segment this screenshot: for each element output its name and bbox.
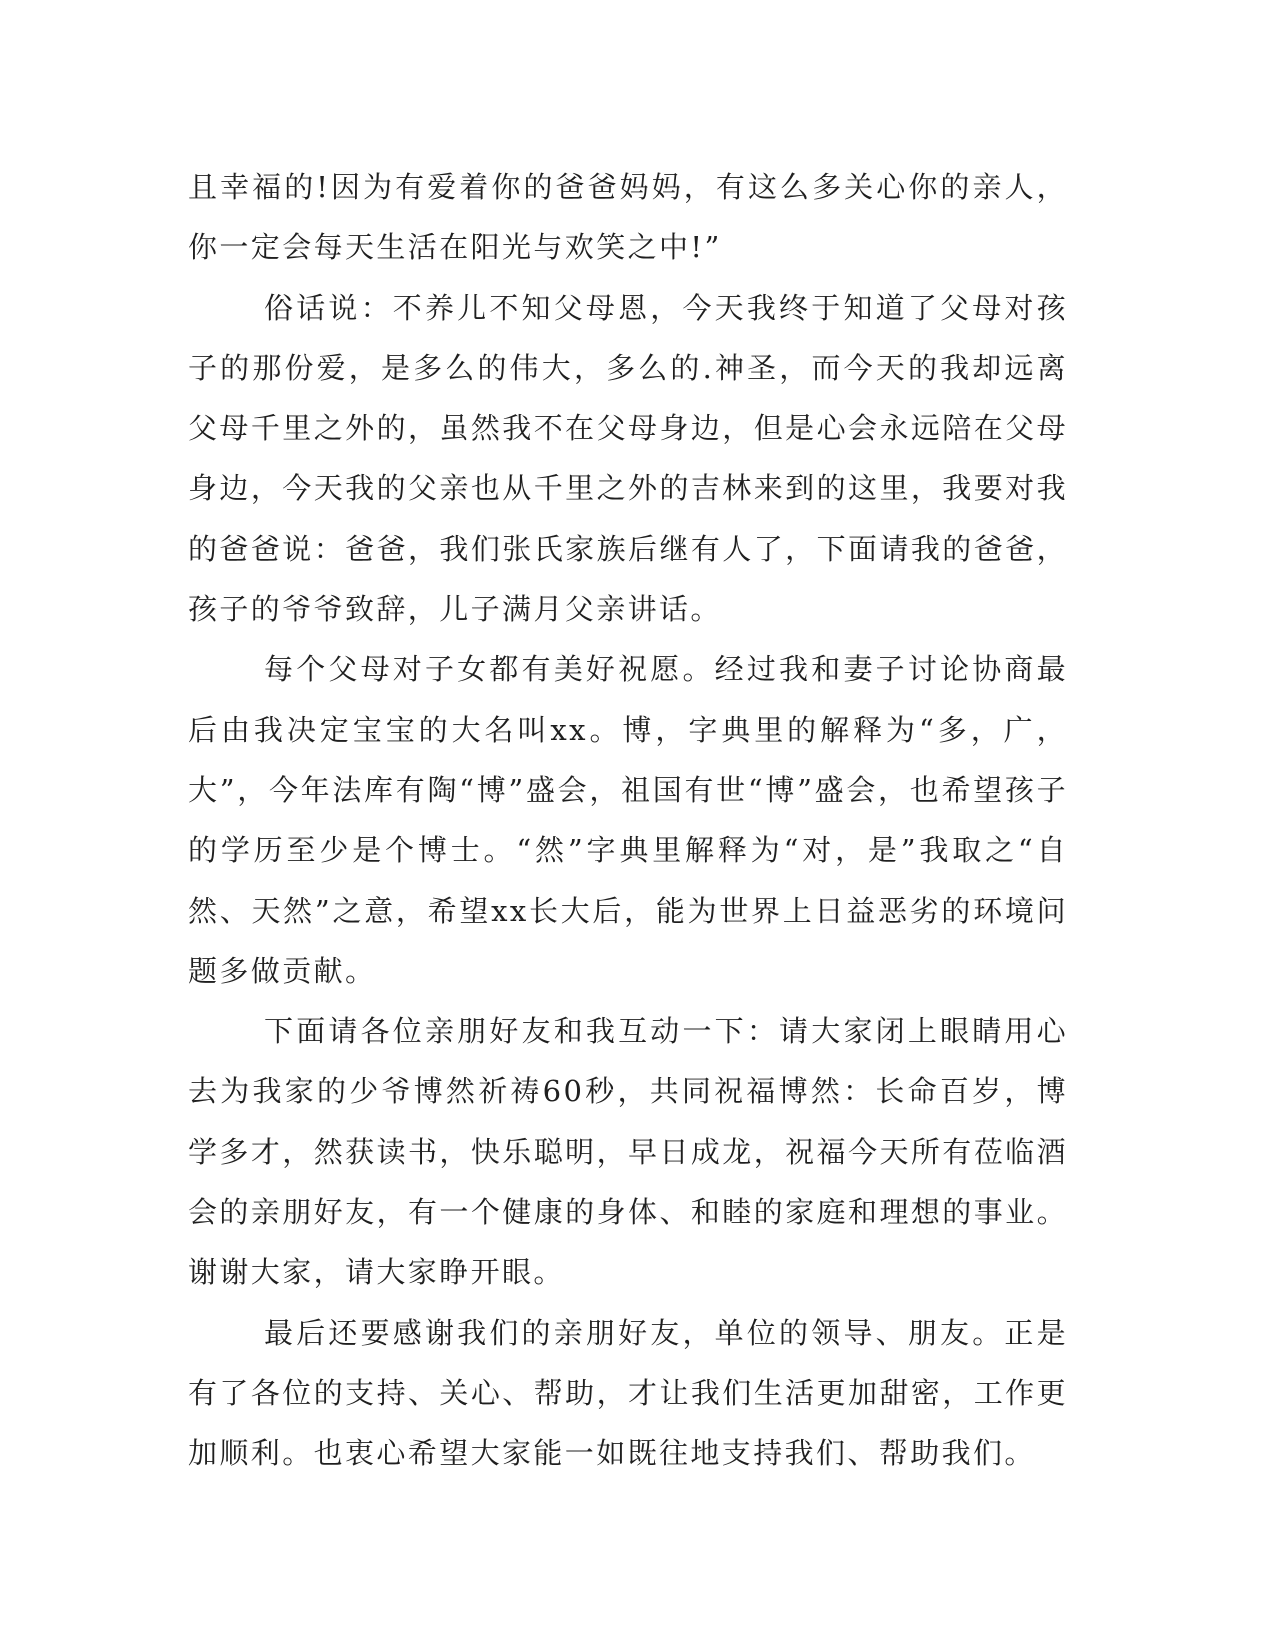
paragraph-baby-name: 每个父母对子女都有美好祝愿。经过我和妻子讨论协商最后由我决定宝宝的大名叫xx。博，字典里的解释为“多，广，大”，今年法库有陶“博”盛会，祖国有世“博”盛会，也希望孩子的学历至少是个博士。“然”字典里解释为“对，是”我取之“自然、天然”之意，希望xx长大后，能为世界上日益恶劣的环境问题多做贡献。 bbox=[188, 652, 1068, 988]
paragraph-thanks: 最后还要感谢我们的亲朋好友，单位的领导、朋友。正是有了各位的支持、关心、帮助，才让我们生活更加甜密，工作更加顺利。也衷心希望大家能一如既往地支持我们、帮助我们。 bbox=[188, 1315, 1068, 1471]
paragraph-blessing: 下面请各位亲朋好友和我互动一下：请大家闭上眼睛用心去为我家的少爷博然祈祷60秒，共同祝福博然：长命百岁，博学多才，然获读书，快乐聪明，早日成龙，祝福今天所有莅临酒会的亲朋好友，有一个健康的身体、和睦的家庭和理想的事业。谢谢大家，请大家睁开眼。 bbox=[188, 1014, 1068, 1290]
paragraph-proverb: 俗话说：不养儿不知父母恩，今天我终于知道了父母对孩子的那份爱，是多么的伟大，多么的.神圣，而今天的我却远离父母千里之外的，虽然我不在父母身边，但是心会永远陪在父母身边，今天我的父亲也从千里之外的吉林来到的这里，我要对我的爸爸说：爸爸，我们张氏家族后继有人了，下面请我的爸爸，孩子的爷爷致辞，儿子满月父亲讲话。 bbox=[188, 290, 1068, 627]
document-body bbox=[188, 157, 1068, 1484]
paragraph-continuation: 且幸福的!因为有爱着你的爸爸妈妈，有这么多关心你的亲人，你一定会每天生活在阳光与欢笑之中!” bbox=[188, 170, 1068, 265]
